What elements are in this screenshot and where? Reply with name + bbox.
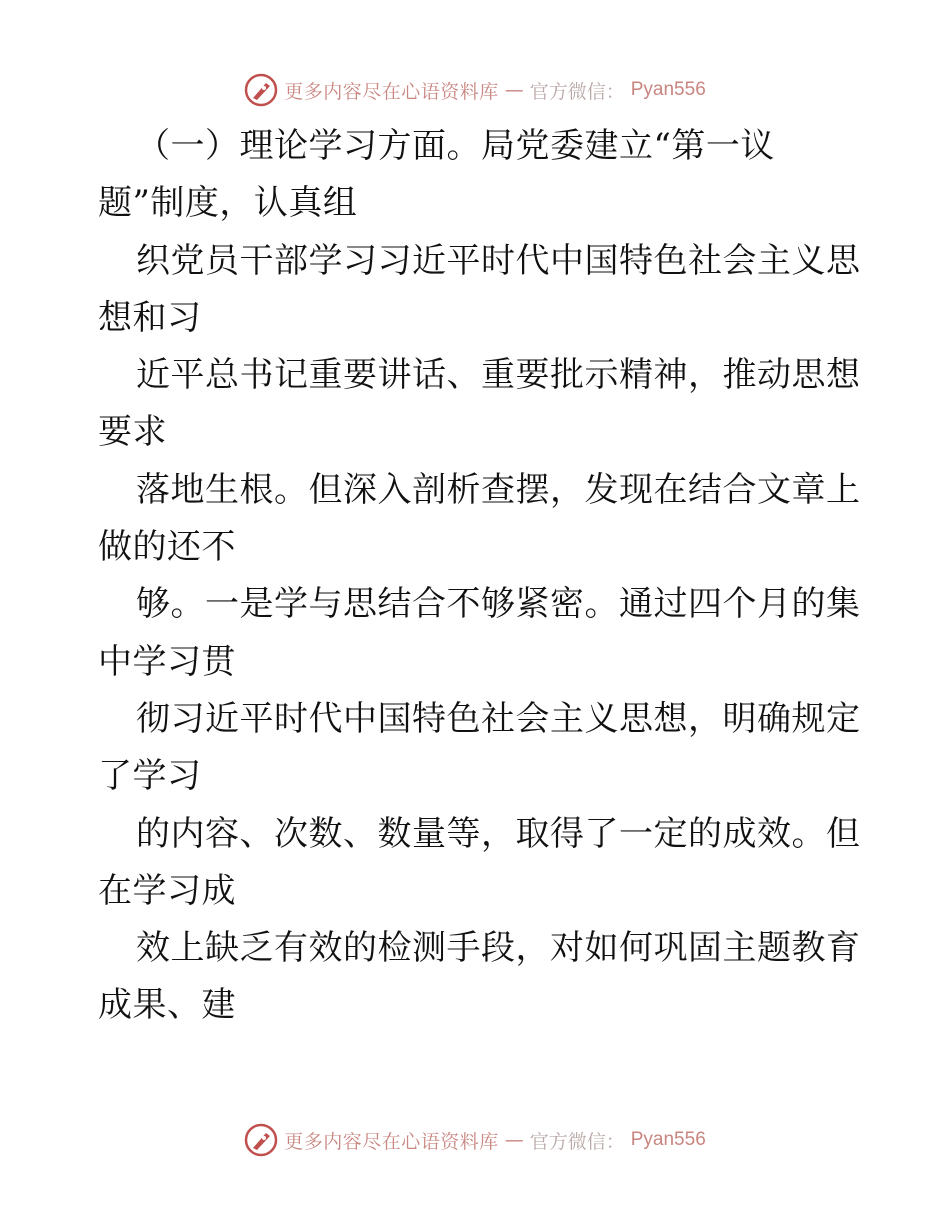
watermark-separator: —: [504, 1129, 524, 1151]
text-line: 成果、建: [98, 985, 236, 1026]
text-line: 效上缺乏有效的检测手段，对如何巩固主题教育: [136, 928, 861, 969]
watermark-brand: 更多内容尽在心语资料库: [284, 80, 499, 103]
pen-nib-logo-icon: [244, 73, 278, 107]
pen-nib-logo-icon: [244, 1123, 278, 1157]
text-line: （一）理论学习方面。局党委建立“第一议: [136, 126, 775, 166]
watermark-brand: 更多内容尽在心语资料库: [284, 1130, 499, 1153]
text-line: 在学习成: [98, 870, 236, 911]
text-line: 彻习近平时代中国特色社会主义思想，明确规定: [136, 698, 861, 739]
text-line: 织党员干部学习习近平时代中国特色社会主义思: [136, 240, 861, 281]
watermark-wechat-label: 官方微信：: [529, 80, 625, 103]
header-watermark: [0, 70, 950, 110]
document-body: [98, 118, 861, 1035]
text-line: 中学习贯: [98, 641, 236, 682]
watermark-wechat-id: Pyan556: [630, 1129, 706, 1150]
text-line: 题”制度，认真组: [98, 183, 358, 224]
watermark-separator: —: [504, 79, 524, 101]
text-line: 了学习: [98, 756, 202, 797]
text-line: 做的还不: [98, 527, 236, 568]
footer-watermark: [0, 1120, 950, 1160]
watermark-wechat-id: Pyan556: [630, 79, 706, 100]
text-line: 的内容、次数、数量等，取得了一定的成效。但: [136, 813, 861, 854]
text-line: 想和习: [98, 297, 202, 338]
watermark-content: [244, 73, 706, 107]
text-line: 近平总书记重要讲话、重要批示精神，推动思想: [136, 355, 861, 396]
text-line: 落地生根。但深入剖析查摆，发现在结合文章上: [136, 469, 861, 510]
watermark-content: [244, 1123, 706, 1157]
text-line: 要求: [98, 412, 167, 453]
text-line: 够。一是学与思结合不够紧密。通过四个月的集: [136, 584, 861, 625]
watermark-wechat-label: 官方微信：: [529, 1130, 625, 1153]
